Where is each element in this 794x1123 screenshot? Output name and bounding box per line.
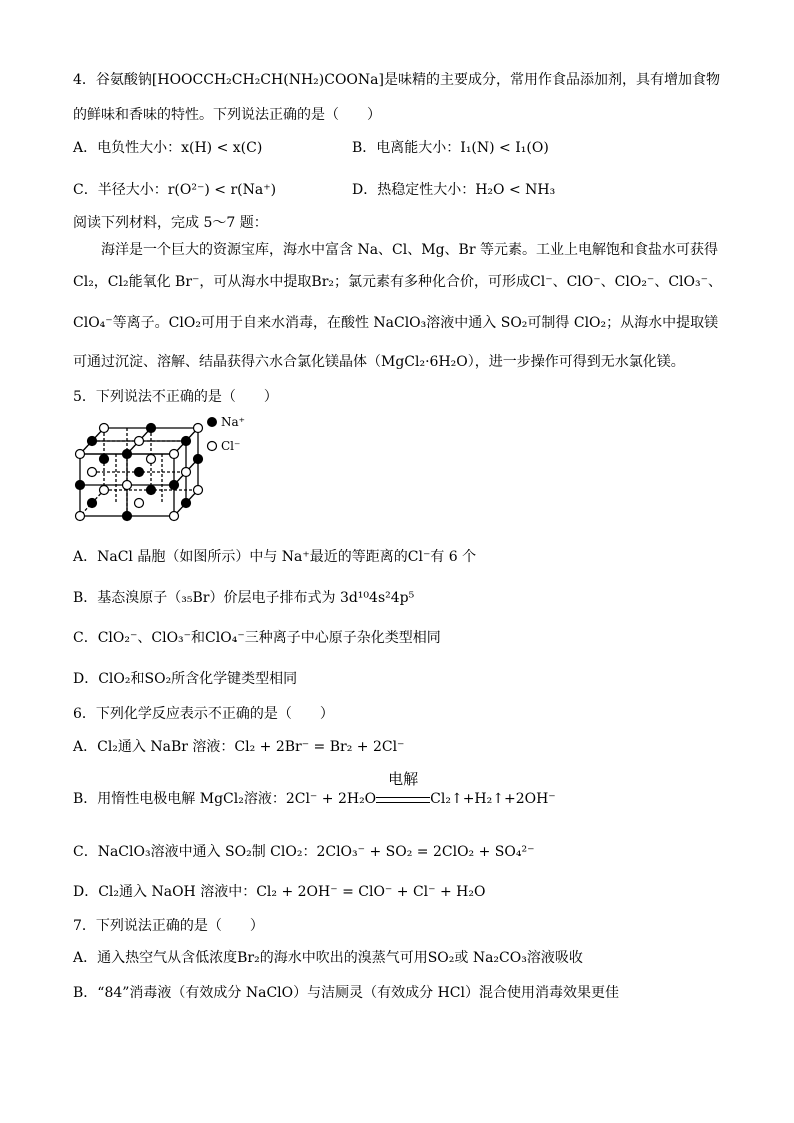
- nacl-unit-cell-diagram: [70, 408, 280, 533]
- q6-option-a: A．Cl₂通入 NaBr 溶液：Cl₂ + 2Br⁻ = Br₂ + 2Cl⁻: [73, 739, 405, 755]
- q7-option-a: A．通入热空气从含低浓度Br₂的海水中吹出的溴蒸气可用SO₂或 Na₂CO₃溶液吸收: [73, 950, 583, 966]
- q5-stem: 5．下列说法不正确的是（ ）: [73, 389, 278, 405]
- q5-option-d: D．ClO₂和SO₂所含化学键类型相同: [73, 671, 298, 687]
- legend-cl-label: Cl⁻: [221, 439, 241, 453]
- material-intro: 阅读下列材料，完成 5～7 题：: [73, 215, 268, 231]
- legend-na-marker: [208, 418, 217, 427]
- q6-stem: 6．下列化学反应表示不正确的是（ ）: [73, 706, 334, 722]
- q6-option-d: D．Cl₂通入 NaOH 溶液中：Cl₂ + 2OH⁻ = ClO⁻ + Cl⁻ + H₂O: [73, 884, 486, 900]
- material-paragraph-line4: 可通过沉淀、溶解、结晶获得六水合氯化镁晶体（MgCl₂·6H₂O），进一步操作可得到无水氯化镁。: [73, 354, 685, 370]
- electrolysis-arrow: [376, 770, 430, 803]
- q4-option-d: D．热稳定性大小：H₂O < NH₃: [352, 182, 556, 198]
- q6-option-b: [73, 770, 556, 809]
- material-paragraph-line2: Cl₂，Cl₂能氧化 Br⁻，可从海水中提取Br₂；氯元素有多种化合价，可形成Cl⁻、ClO⁻、ClO₂⁻、ClO₃⁻、: [73, 274, 722, 290]
- q4-option-a: A．电负性大小：x(H) < x(C): [73, 140, 263, 156]
- legend-cl-marker: [208, 442, 217, 451]
- q6-option-b-lhs: B．用惰性电极电解 MgCl₂溶液：2Cl⁻ + 2H₂O: [73, 791, 377, 807]
- q7-stem: 7．下列说法正确的是（ ）: [73, 918, 264, 934]
- q6-option-c: C．NaClO₃溶液中通入 SO₂制 ClO₂：2ClO₃⁻ + SO₂ = 2ClO₂ + SO₄²⁻: [73, 844, 535, 860]
- electrolysis-condition: 电解: [388, 770, 419, 788]
- q5-option-a: A．NaCl 晶胞（如图所示）中与 Na⁺最近的等距离的Cl⁻有 6 个: [73, 549, 477, 565]
- legend-na-label: Na⁺: [221, 415, 245, 429]
- q6-option-b-rhs: Cl₂↑+H₂↑+2OH⁻: [430, 791, 556, 807]
- q4-stem-line1: 4．谷氨酸钠[HOOCCH₂CH₂CH(NH₂)COONa]是味精的主要成分，常用作食品添加剂，具有增加食物: [73, 72, 720, 88]
- material-paragraph-line1: 海洋是一个巨大的资源宝库，海水中富含 Na、Cl、Mg、Br 等元素。工业上电解饱和食盐水可获得: [101, 242, 718, 258]
- q4-stem-line2: 的鲜味和香味的特性。下列说法正确的是（ ）: [73, 107, 381, 123]
- q7-option-b: B．“84”消毒液（有效成分 NaClO）与洁厕灵（有效成分 HCl）混合使用消毒效果更佳: [73, 985, 619, 1001]
- material-paragraph-line3: ClO₄⁻等离子。ClO₂可用于自来水消毒，在酸性 NaClO₃溶液中通入 SO₂可制得 ClO₂；从海水中提取镁: [73, 315, 719, 331]
- q4-option-c: C．半径大小：r(O²⁻) < r(Na⁺): [73, 182, 277, 198]
- q4-option-b: B．电离能大小：I₁(N) < I₁(O): [352, 140, 549, 156]
- q5-option-c: C．ClO₂⁻、ClO₃⁻和ClO₄⁻三种离子中心原子杂化类型相同: [73, 630, 441, 646]
- q5-option-b: B．基态溴原子（₃₅Br）价层电子排布式为 3d¹⁰4s²4p⁵: [73, 590, 415, 606]
